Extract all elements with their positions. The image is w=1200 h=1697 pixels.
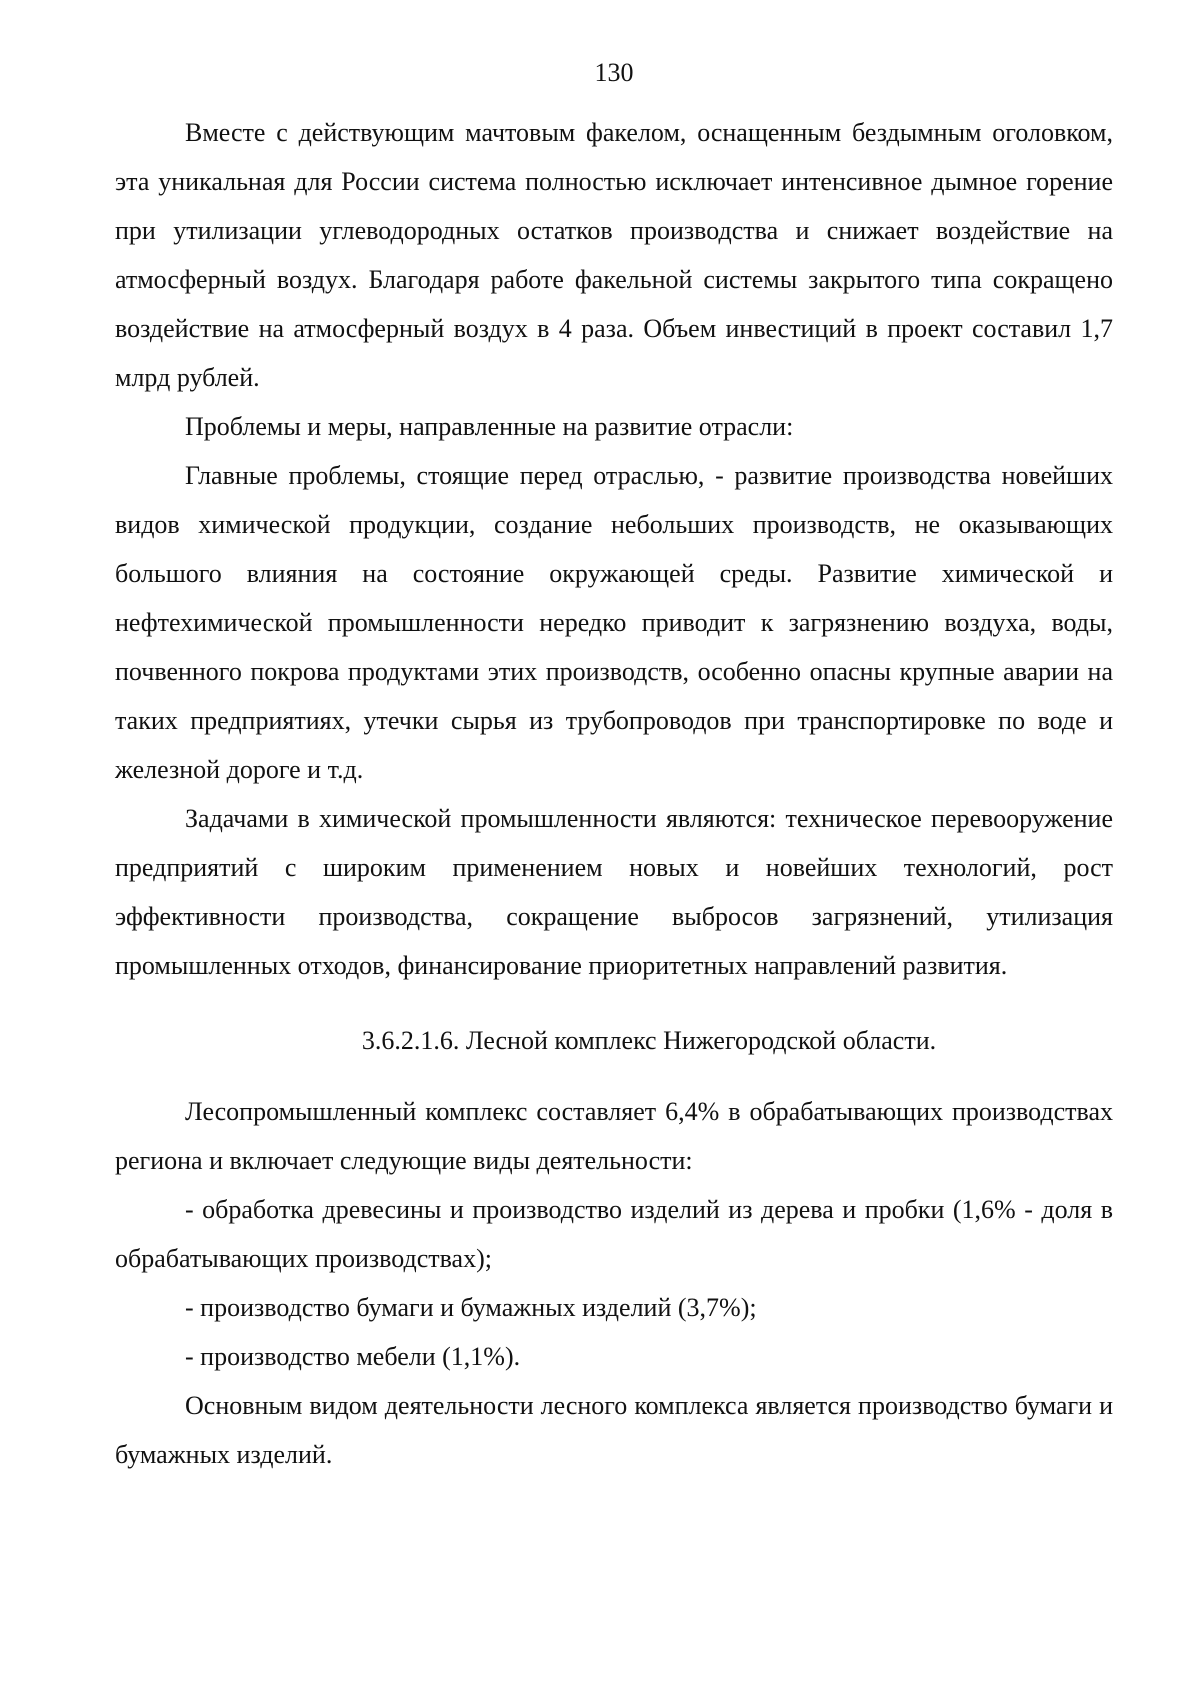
list-item-paper-production: - производство бумаги и бумажных изделий (3,7%); <box>185 1293 757 1322</box>
section-heading: 3.6.2.1.6. Лесной комплекс Нижегородской области. <box>361 1026 937 1055</box>
paragraph-main-activity: Основным видом деятельности лесного комплекса является производство бумаги и бумажных изделий. <box>115 1391 1113 1469</box>
paragraph-tasks: Задачами в химической промышленности являются: техническое перевооружение предприятий с широким применением новых и новейших технологий, рост эффективности производства, сокращение выбросов загрязнений, утилизация промышленных отходов, финансирование приоритетных направлений развития. <box>115 804 1113 980</box>
paragraph-problems-intro: Проблемы и меры, направленные на развитие отрасли: <box>185 412 794 441</box>
paragraph-flare-system: Вместе с действующим мачтовым факелом, оснащенным бездымным оголовком, эта уникальная для России система полностью исключает интенсивное дымное горение при утилизации углеводородных остатков производства и снижает воздействие на атмосферный воздух. Благодаря работе факельной системы закрытого типа сокращено воздействие на атмосферный воздух в 4 раза. Объем инвестиций в проект составил 1,7 млрд рублей. <box>115 118 1113 392</box>
paragraph-main-problems: Главные проблемы, стоящие перед отраслью, - развитие производства новейших видов химической продукции, создание небольших производств, не оказывающих большого влияния на состояние окружающей среды. Развитие химической и нефтехимической промышленности нередко приводит к загрязнению воздуха, воды, почвенного покрова продуктами этих производств, особенно опасны крупные аварии на таких предприятиях, утечки сырья из трубопроводов при транспортировке по воде и железной дороге и т.д. <box>115 461 1113 784</box>
list-item-wood-processing: - обработка древесины и производство изделий из дерева и пробки (1,6% - доля в обрабатывающих производствах); <box>115 1195 1113 1273</box>
list-item-furniture-production: - производство мебели (1,1%). <box>185 1342 521 1371</box>
page-number: 130 <box>594 58 634 87</box>
document-body <box>115 108 1113 1479</box>
paragraph-forest-complex: Лесопромышленный комплекс составляет 6,4% в обрабатывающих производствах региона и включает следующие виды деятельности: <box>115 1097 1113 1175</box>
